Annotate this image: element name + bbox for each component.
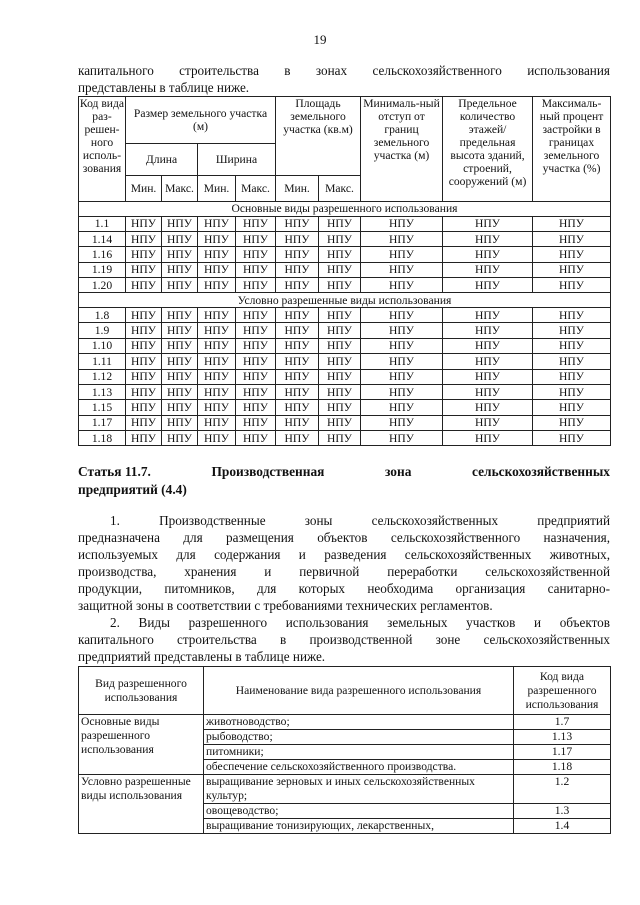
row-cell: НПУ xyxy=(443,231,533,246)
row-cell: НПУ xyxy=(126,262,162,277)
row-cell: НПУ xyxy=(319,307,361,322)
row-cell: НПУ xyxy=(533,338,611,353)
row-code: 1.11 xyxy=(79,354,126,369)
zone-parameters-table xyxy=(78,96,611,446)
row-cell: НПУ xyxy=(533,307,611,322)
row-cell: НПУ xyxy=(533,415,611,430)
row-cell: НПУ xyxy=(319,400,361,415)
table-row xyxy=(79,216,611,231)
row-cell: НПУ xyxy=(236,338,276,353)
table-row xyxy=(79,415,611,430)
row-cell: НПУ xyxy=(361,262,443,277)
article-body xyxy=(78,512,610,665)
row-cell: НПУ xyxy=(198,278,236,293)
row-cell: НПУ xyxy=(361,369,443,384)
paragraph-line: защитной зоны в соответствии с требованиями технических регламентов. xyxy=(78,598,493,613)
row-cell: НПУ xyxy=(276,231,319,246)
row-code: 1.20 xyxy=(79,278,126,293)
row-cell: НПУ xyxy=(319,216,361,231)
row-code: 1.13 xyxy=(79,384,126,399)
row-cell: НПУ xyxy=(533,431,611,446)
row-cell: НПУ xyxy=(443,307,533,322)
table-row xyxy=(79,231,611,246)
paragraph-line: производства, хранения и первичной переработки сельскохозяйственной xyxy=(78,564,610,579)
row-cell: НПУ xyxy=(319,415,361,430)
row-cell: НПУ xyxy=(361,400,443,415)
header-area: Площадь земельного участка (кв.м) xyxy=(276,97,361,176)
row-cell: НПУ xyxy=(276,262,319,277)
header-min: Мин. xyxy=(276,176,319,202)
row-cell: НПУ xyxy=(319,369,361,384)
row-cell: НПУ xyxy=(533,384,611,399)
row-code: 1.14 xyxy=(79,231,126,246)
row-code: 1.15 xyxy=(79,400,126,415)
row-cell: НПУ xyxy=(276,307,319,322)
row-cell: НПУ xyxy=(533,369,611,384)
table-row xyxy=(79,278,611,293)
row-cell: НПУ xyxy=(126,431,162,446)
article-word: сельскохозяйственных xyxy=(472,464,610,479)
header-code: Код вида раз-решен-ного исполь-зования xyxy=(79,97,126,202)
paragraph-line: продукции, питомников, для которых необходима организация санитарно- xyxy=(78,581,610,596)
use-code: 1.17 xyxy=(514,745,611,760)
paragraph-line: 1. Производственные зоны сельскохозяйственных предприятий xyxy=(110,513,610,528)
group-title: Основные виды разрешенного использования xyxy=(79,715,204,775)
paragraph-line: капитального строительства в производственной зоне сельскохозяйственных xyxy=(78,632,610,647)
row-cell: НПУ xyxy=(533,354,611,369)
row-cell: НПУ xyxy=(361,247,443,262)
row-cell: НПУ xyxy=(236,384,276,399)
row-cell: НПУ xyxy=(162,278,198,293)
article-word: зона xyxy=(385,464,412,479)
use-name: овощеводство; xyxy=(204,804,514,819)
row-cell: НПУ xyxy=(361,415,443,430)
row-cell: НПУ xyxy=(126,231,162,246)
row-cell: НПУ xyxy=(126,307,162,322)
row-cell: НПУ xyxy=(162,216,198,231)
row-cell: НПУ xyxy=(198,216,236,231)
row-cell: НПУ xyxy=(319,384,361,399)
paragraph-line: предприятий представлены в таблице ниже. xyxy=(78,649,326,664)
header-max: Макс. xyxy=(162,176,198,202)
row-cell: НПУ xyxy=(443,216,533,231)
row-cell: НПУ xyxy=(361,216,443,231)
header-max: Макс. xyxy=(236,176,276,202)
row-cell: НПУ xyxy=(276,278,319,293)
article-heading xyxy=(78,463,610,499)
use-code: 1.13 xyxy=(514,730,611,745)
row-cell: НПУ xyxy=(126,278,162,293)
header-length: Длина xyxy=(126,144,198,176)
row-cell: НПУ xyxy=(276,384,319,399)
row-cell: НПУ xyxy=(198,369,236,384)
row-cell: НПУ xyxy=(236,262,276,277)
use-name: обеспечение сельскохозяйственного производства. xyxy=(204,760,514,775)
row-code: 1.8 xyxy=(79,307,126,322)
row-cell: НПУ xyxy=(319,231,361,246)
header-use-code: Код вида разрешенного использования xyxy=(514,667,611,715)
row-cell: НПУ xyxy=(126,384,162,399)
row-cell: НПУ xyxy=(533,278,611,293)
row-cell: НПУ xyxy=(236,354,276,369)
row-cell: НПУ xyxy=(533,231,611,246)
page-number: 19 xyxy=(313,32,327,47)
row-cell: НПУ xyxy=(162,262,198,277)
row-cell: НПУ xyxy=(236,247,276,262)
intro-line: капитального строительства в зонах сельскохозяйственного использования xyxy=(78,63,610,78)
row-cell: НПУ xyxy=(126,400,162,415)
header-max: Макс. xyxy=(319,176,361,202)
row-cell: НПУ xyxy=(126,216,162,231)
permitted-uses-table xyxy=(78,666,611,834)
row-cell: НПУ xyxy=(236,431,276,446)
row-cell: НПУ xyxy=(361,323,443,338)
use-code: 1.18 xyxy=(514,760,611,775)
use-name: животноводство; xyxy=(204,715,514,730)
header-min: Мин. xyxy=(198,176,236,202)
table-row xyxy=(79,338,611,353)
table-row xyxy=(79,384,611,399)
row-cell: НПУ xyxy=(162,231,198,246)
row-cell: НПУ xyxy=(162,369,198,384)
use-code: 1.7 xyxy=(514,715,611,730)
row-cell: НПУ xyxy=(198,338,236,353)
row-cell: НПУ xyxy=(198,307,236,322)
table-row xyxy=(79,354,611,369)
row-cell: НПУ xyxy=(533,323,611,338)
table-row xyxy=(79,369,611,384)
row-cell: НПУ xyxy=(443,431,533,446)
header-max-floors: Предельное количество этажей/ предельная высота зданий, строений, сооружений (м) xyxy=(443,97,533,202)
use-name: питомники; xyxy=(204,745,514,760)
row-code: 1.9 xyxy=(79,323,126,338)
row-cell: НПУ xyxy=(236,307,276,322)
article-number: Статья 11.7. xyxy=(78,464,151,479)
paragraph-line: используемых для содержания и разведения сельскохозяйственных животных, xyxy=(78,547,610,562)
row-code: 1.18 xyxy=(79,431,126,446)
row-cell: НПУ xyxy=(126,338,162,353)
row-cell: НПУ xyxy=(533,400,611,415)
row-cell: НПУ xyxy=(443,354,533,369)
row-cell: НПУ xyxy=(236,415,276,430)
row-cell: НПУ xyxy=(162,354,198,369)
row-cell: НПУ xyxy=(361,384,443,399)
row-cell: НПУ xyxy=(126,369,162,384)
row-cell: НПУ xyxy=(533,262,611,277)
row-cell: НПУ xyxy=(319,354,361,369)
row-cell: НПУ xyxy=(319,247,361,262)
row-cell: НПУ xyxy=(236,400,276,415)
row-cell: НПУ xyxy=(319,262,361,277)
row-cell: НПУ xyxy=(443,323,533,338)
row-cell: НПУ xyxy=(276,216,319,231)
row-cell: НПУ xyxy=(276,323,319,338)
row-cell: НПУ xyxy=(443,369,533,384)
row-cell: НПУ xyxy=(236,231,276,246)
row-cell: НПУ xyxy=(198,400,236,415)
row-cell: НПУ xyxy=(162,400,198,415)
row-code: 1.12 xyxy=(79,369,126,384)
row-cell: НПУ xyxy=(443,384,533,399)
use-code: 1.4 xyxy=(514,819,611,834)
row-cell: НПУ xyxy=(443,262,533,277)
row-cell: НПУ xyxy=(162,338,198,353)
section-title: Основные виды разрешенного использования xyxy=(79,202,611,217)
row-cell: НПУ xyxy=(361,338,443,353)
intro-text xyxy=(78,62,610,96)
row-cell: НПУ xyxy=(443,278,533,293)
row-code: 1.16 xyxy=(79,247,126,262)
row-code: 1.19 xyxy=(79,262,126,277)
row-code: 1.17 xyxy=(79,415,126,430)
table-row xyxy=(79,307,611,322)
row-cell: НПУ xyxy=(361,231,443,246)
section-title: Условно разрешенные виды использования xyxy=(79,293,611,308)
paragraph-line: предназначена для размещения объектов сельскохозяйственного назначения, xyxy=(78,530,610,545)
row-cell: НПУ xyxy=(361,354,443,369)
article-title-line: предприятий (4.4) xyxy=(78,482,187,497)
row-cell: НПУ xyxy=(198,431,236,446)
row-code: 1.10 xyxy=(79,338,126,353)
use-name: выращивание тонизирующих, лекарственных, xyxy=(204,819,514,834)
header-use-name: Наименование вида разрешенного использования xyxy=(204,667,514,715)
header-use-type: Вид разрешенного использования xyxy=(79,667,204,715)
row-cell: НПУ xyxy=(198,354,236,369)
row-cell: НПУ xyxy=(276,431,319,446)
row-cell: НПУ xyxy=(443,338,533,353)
paragraph-line: 2. Виды разрешенного использования земельных участков и объектов xyxy=(110,615,610,630)
header-width: Ширина xyxy=(198,144,276,176)
row-cell: НПУ xyxy=(162,247,198,262)
row-cell: НПУ xyxy=(126,323,162,338)
row-cell: НПУ xyxy=(162,323,198,338)
table-row xyxy=(79,431,611,446)
header-size: Размер земельного участка (м) xyxy=(126,97,276,144)
row-cell: НПУ xyxy=(443,415,533,430)
row-cell: НПУ xyxy=(198,262,236,277)
article-word: Производственная xyxy=(211,464,325,479)
row-cell: НПУ xyxy=(236,369,276,384)
table-row xyxy=(79,323,611,338)
row-cell: НПУ xyxy=(319,278,361,293)
row-cell: НПУ xyxy=(443,247,533,262)
table-row xyxy=(79,715,611,730)
row-cell: НПУ xyxy=(236,216,276,231)
row-cell: НПУ xyxy=(361,278,443,293)
row-cell: НПУ xyxy=(276,415,319,430)
row-cell: НПУ xyxy=(276,400,319,415)
row-cell: НПУ xyxy=(276,369,319,384)
header-min-offset: Минималь-ный отступ от границ земельного участка (м) xyxy=(361,97,443,202)
row-cell: НПУ xyxy=(533,247,611,262)
row-cell: НПУ xyxy=(276,354,319,369)
row-cell: НПУ xyxy=(533,216,611,231)
row-cell: НПУ xyxy=(319,338,361,353)
row-cell: НПУ xyxy=(236,278,276,293)
use-name: рыбоводство; xyxy=(204,730,514,745)
group-title: Условно разрешенные виды использования xyxy=(79,775,204,834)
row-cell: НПУ xyxy=(198,231,236,246)
row-cell: НПУ xyxy=(198,415,236,430)
row-cell: НПУ xyxy=(162,307,198,322)
intro-line: представлены в таблице ниже. xyxy=(78,80,250,95)
row-cell: НПУ xyxy=(126,354,162,369)
header-min: Мин. xyxy=(126,176,162,202)
row-cell: НПУ xyxy=(361,431,443,446)
row-cell: НПУ xyxy=(361,307,443,322)
row-cell: НПУ xyxy=(198,247,236,262)
row-cell: НПУ xyxy=(162,431,198,446)
row-cell: НПУ xyxy=(162,415,198,430)
row-cell: НПУ xyxy=(319,431,361,446)
row-cell: НПУ xyxy=(126,247,162,262)
table-row xyxy=(79,400,611,415)
row-cell: НПУ xyxy=(276,247,319,262)
use-code: 1.2 xyxy=(514,775,611,804)
row-cell: НПУ xyxy=(236,323,276,338)
header-max-coverage: Максималь-ный процент застройки в границах земельного участка (%) xyxy=(533,97,611,202)
row-code: 1.1 xyxy=(79,216,126,231)
row-cell: НПУ xyxy=(126,415,162,430)
table-row xyxy=(79,262,611,277)
table-row xyxy=(79,775,611,804)
use-code: 1.3 xyxy=(514,804,611,819)
row-cell: НПУ xyxy=(443,400,533,415)
table-row xyxy=(79,247,611,262)
use-name: выращивание зерновых и иных сельскохозяйственных культур; xyxy=(204,775,514,804)
row-cell: НПУ xyxy=(198,323,236,338)
row-cell: НПУ xyxy=(319,323,361,338)
row-cell: НПУ xyxy=(276,338,319,353)
row-cell: НПУ xyxy=(198,384,236,399)
row-cell: НПУ xyxy=(162,384,198,399)
